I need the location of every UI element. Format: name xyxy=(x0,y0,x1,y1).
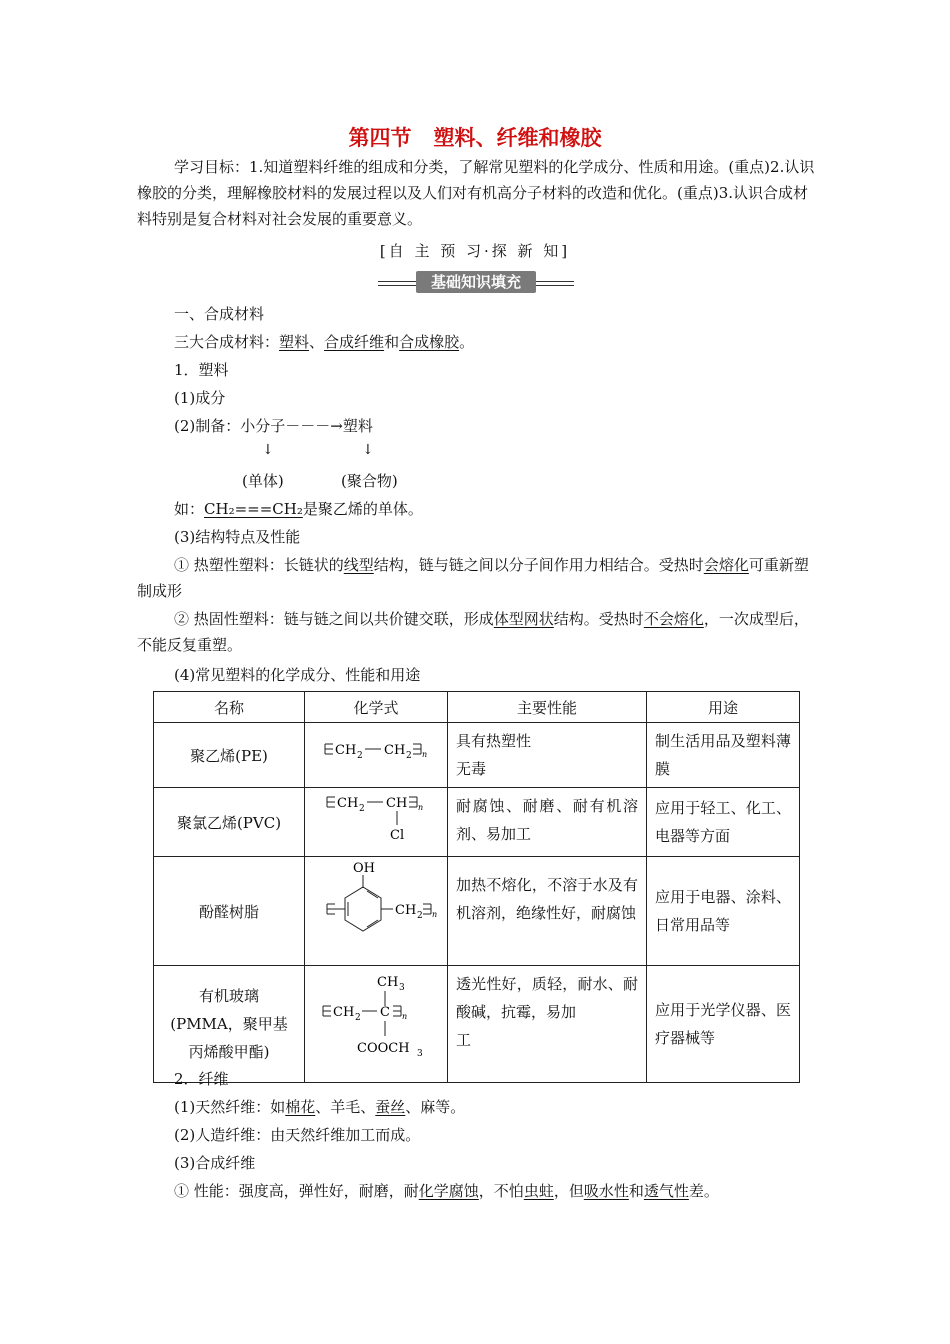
cell-name: 酚醛树脂 xyxy=(154,857,305,966)
cell-name: 聚氯乙烯(PVC) xyxy=(154,788,305,857)
blank-chem-corrosion: 化学腐蚀 xyxy=(418,1182,479,1200)
thermoset-paragraph: ② 热固性塑料：链与链之间以共价键交联，形成体型网状结构。受热时不会熔化，一次成型后，不能反复重塑。 xyxy=(137,610,809,654)
blank-breathability: 透气性 xyxy=(643,1182,689,1200)
table-header: 名称 xyxy=(154,692,305,723)
cell-name: 聚乙烯(PE) xyxy=(154,723,305,788)
fiber-heading: 2．纤维 xyxy=(174,1070,229,1088)
svg-text:n: n xyxy=(432,910,438,919)
svg-text:Cl: Cl xyxy=(390,828,405,843)
svg-text:CH: CH xyxy=(386,796,408,811)
blank-fiber: 合成纤维 xyxy=(324,333,385,351)
table-header: 用途 xyxy=(647,692,800,723)
svg-text:OH: OH xyxy=(353,861,375,876)
cell-property: 耐腐蚀、耐磨、耐有机溶剂、易加工 xyxy=(448,788,647,857)
title-topic: 塑料、纤维和橡胶 xyxy=(433,126,602,150)
svg-text:n: n xyxy=(402,1012,408,1021)
learning-objectives: 学习目标：1.知道塑料纤维的组成和分类，了解常见塑料的化学成分、性质和用途。(重点)2.认识橡胶的分类，理解橡胶材料的发展过程以及人们对有机高分子材料的改造和优化。(重点)3.认识合成材料特别是复合材料对社会发展的重要意义。 xyxy=(137,158,815,228)
table-header: 主要性能 xyxy=(448,692,647,723)
label-monomer: (单体) xyxy=(242,472,284,490)
svg-text:CH: CH xyxy=(377,975,399,990)
three-materials-line: 三大合成材料：塑料、合成纤维和合成橡胶。 xyxy=(174,333,475,351)
blank-insects: 虫蛀 xyxy=(523,1182,554,1200)
svg-text:3: 3 xyxy=(399,983,405,993)
natural-fiber-line: (1)天然纤维：如棉花、羊毛、蚕丝、麻等。 xyxy=(174,1098,466,1116)
structure-heading: (3)结构特点及性能 xyxy=(174,528,301,546)
blank-melts: 会熔化 xyxy=(703,556,749,574)
svg-text:3: 3 xyxy=(417,1049,423,1059)
blank-rubber: 合成橡胶 xyxy=(399,333,460,351)
knowledge-banner xyxy=(378,271,574,293)
section-heading-synthetic: 一、合成材料 xyxy=(174,305,265,323)
thermoplastic-paragraph: ① 热塑性塑料：长链状的线型结构，链与链之间以分子间作用力相结合。受热时会熔化可重新塑制成形 xyxy=(137,556,809,600)
svg-text:CH: CH xyxy=(335,743,357,758)
blank-plastic: 塑料 xyxy=(279,333,310,351)
cell-formula xyxy=(305,966,448,1083)
plastics-table xyxy=(153,691,800,1083)
blank-silk: 蚕丝 xyxy=(375,1098,406,1116)
cell-formula xyxy=(305,723,448,788)
synthetic-fiber-heading: (3)合成纤维 xyxy=(174,1154,256,1172)
banner-label: 基础知识填充 xyxy=(416,271,536,293)
table-header-row xyxy=(154,692,800,723)
blank-cotton: 棉花 xyxy=(285,1098,316,1116)
svg-text:CH: CH xyxy=(395,903,417,918)
ethylene-formula: CH₂===CH₂ xyxy=(204,500,303,518)
formula-pvc xyxy=(305,788,447,852)
svg-text:2: 2 xyxy=(359,804,365,814)
cell-name: 有机玻璃(PMMA，聚甲基丙烯酸甲酯) xyxy=(154,966,305,1083)
common-plastics-heading: (4)常见塑料的化学成分、性能和用途 xyxy=(174,666,421,684)
label-polymer: (聚合物) xyxy=(341,472,398,490)
cell-use: 制生活用品及塑料薄膜 xyxy=(647,723,800,788)
blank-linear: 线型 xyxy=(343,556,374,574)
svg-text:COOCH: COOCH xyxy=(357,1041,410,1056)
table-row xyxy=(154,966,800,1083)
cell-formula xyxy=(305,857,448,966)
svg-text:CH: CH xyxy=(333,1005,355,1020)
title-section: 第四节 xyxy=(348,126,412,150)
svg-text:C: C xyxy=(380,1005,390,1020)
svg-text:2: 2 xyxy=(417,911,423,921)
plastic-heading: 1．塑料 xyxy=(174,361,229,379)
cell-property: 透光性好，质轻，耐水、耐酸碱，抗霉，易加 工 xyxy=(448,966,647,1083)
plastic-composition: (1)成分 xyxy=(174,389,226,407)
table-row xyxy=(154,857,800,966)
synthetic-fiber-property: ① 性能：强度高，弹性好，耐磨，耐化学腐蚀，不怕虫蛀，但吸水性和透气性差。 xyxy=(174,1182,719,1200)
cell-use: 应用于电器、涂料、日常用品等 xyxy=(647,857,800,966)
cell-formula xyxy=(305,788,448,857)
table-header: 化学式 xyxy=(305,692,448,723)
svg-text:2: 2 xyxy=(355,1013,361,1023)
cell-use: 应用于光学仪器、医疗器械等 xyxy=(647,966,800,1083)
svg-text:2: 2 xyxy=(357,751,363,761)
cell-use: 应用于轻工、化工、电器等方面 xyxy=(647,788,800,857)
svg-text:n: n xyxy=(422,750,428,759)
monomer-example: 如：CH₂===CH₂是聚乙烯的单体。 xyxy=(174,500,423,518)
table-row xyxy=(154,788,800,857)
formula-pmma xyxy=(305,966,447,1078)
svg-text:CH: CH xyxy=(384,743,406,758)
svg-text:n: n xyxy=(418,803,424,812)
cell-property: 具有热塑性 无毒 xyxy=(448,723,647,788)
blank-network: 体型网状 xyxy=(493,610,554,628)
artificial-fiber-line: (2)人造纤维：由天然纤维加工而成。 xyxy=(174,1126,421,1144)
svg-text:CH: CH xyxy=(337,796,359,811)
formula-pe xyxy=(305,725,447,781)
cell-property: 加热不熔化，不溶于水及有机溶剂，绝缘性好，耐腐蚀 xyxy=(448,857,647,966)
blank-absorption: 吸水性 xyxy=(583,1182,629,1200)
formula-phenolic xyxy=(305,857,447,961)
section-bracket: [自 主 预 习·探 新 知] xyxy=(379,242,571,260)
svg-text:2: 2 xyxy=(406,751,412,761)
page-title xyxy=(0,122,950,152)
blank-not-melt: 不会熔化 xyxy=(643,610,704,628)
plastic-preparation: (2)制备：小分子－－－→塑料 xyxy=(174,417,373,435)
arrow-down-icon: ↓ xyxy=(262,442,274,458)
arrow-down-icon: ↓ xyxy=(362,442,374,458)
table-row xyxy=(154,723,800,788)
